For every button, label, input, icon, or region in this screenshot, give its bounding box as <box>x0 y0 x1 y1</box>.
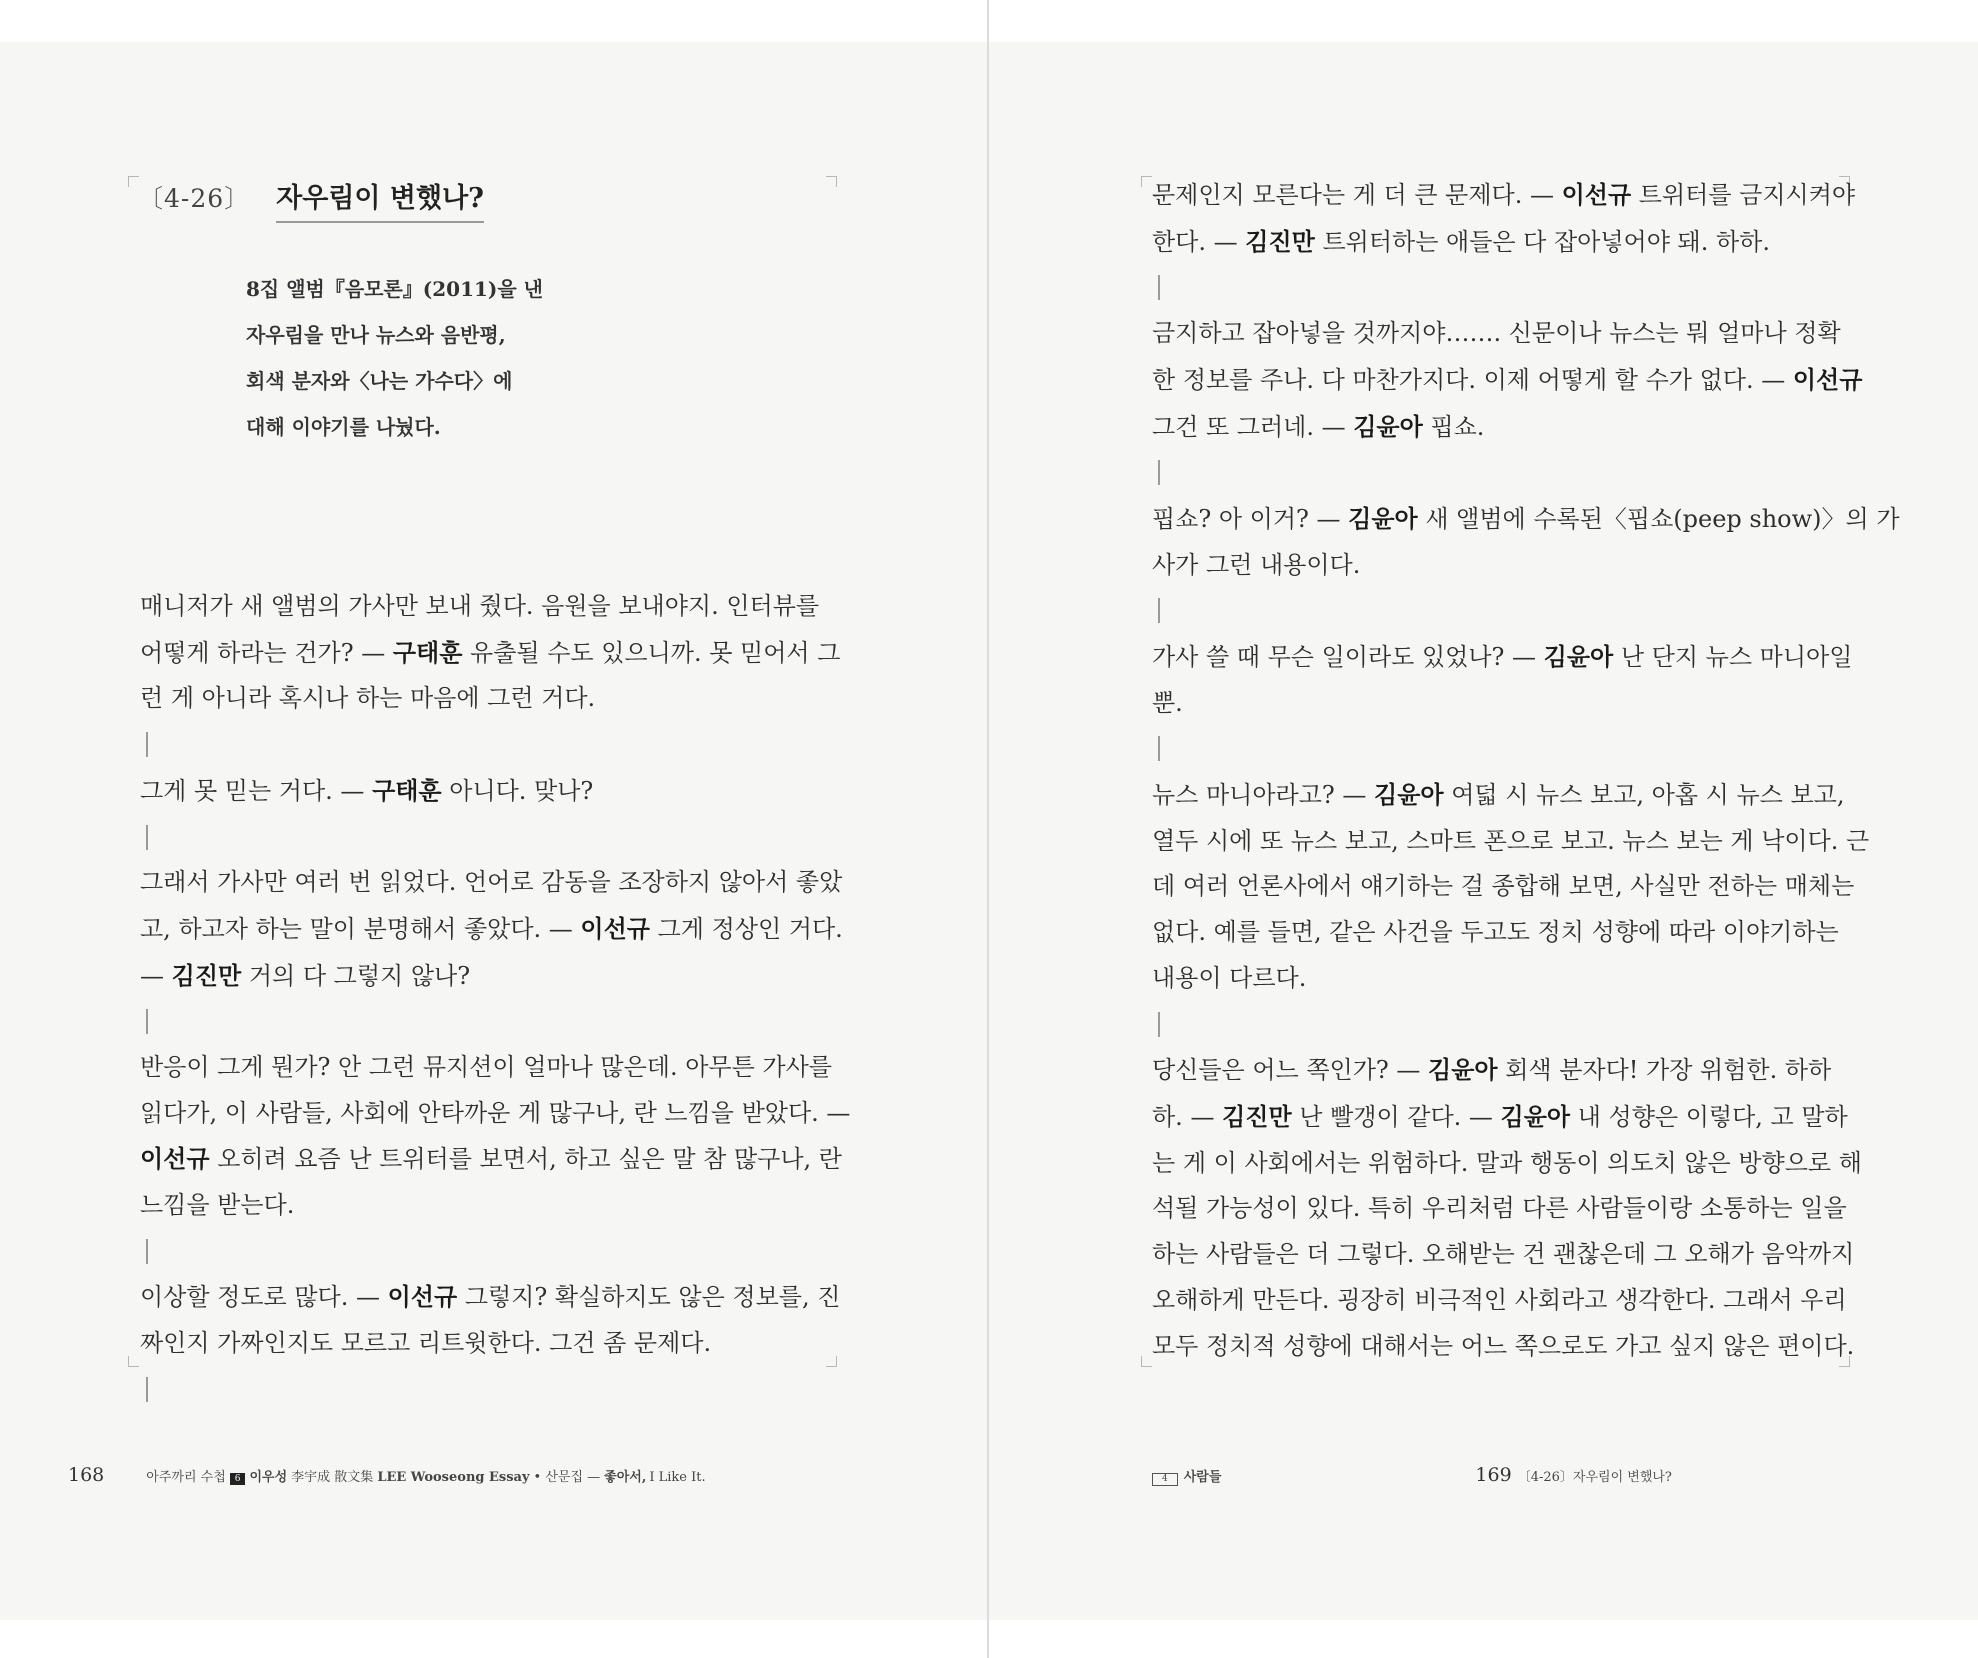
paragraph-separator <box>1152 1002 1842 1048</box>
text-line: 모두 정치적 성향에 대해서는 어느 쪽으로도 가고 싶지 않은 편이다. <box>1152 1331 1855 1360</box>
series-name: 아주까리 수첩 <box>146 1470 226 1485</box>
author-name: 이우성 <box>249 1470 288 1485</box>
book-label: • 산문집 — <box>533 1470 601 1485</box>
crop-mark <box>1141 1356 1152 1367</box>
text-line: 런 게 아니라 혹시나 하는 마음에 그런 거다. <box>140 684 596 713</box>
lead-line: 대해 이야기를 나눴다. <box>246 415 441 439</box>
page-number: 168 <box>68 1464 105 1486</box>
author-english: LEE Wooseong Essay <box>377 1470 530 1485</box>
text-line: 문제인지 모른다는 게 더 큰 문제다. — 이선규 트위터를 금지시켜야 <box>1152 180 1856 209</box>
text-line: 이상할 정도로 많다. — 이선규 그렇지? 확실하지도 않은 정보를, 진 <box>140 1282 841 1312</box>
text-line: 느낌을 받는다. <box>140 1191 295 1220</box>
text-line: 당신들은 어느 쪽인가? — 김윤아 회색 분자다! 가장 위험한. 하하 <box>1152 1055 1832 1085</box>
chapter-title: 자우림이 변했나? <box>276 176 484 223</box>
lead-line: 8집 앨범『음모론』(2011)을 낸 <box>246 277 543 301</box>
text-line: 그래서 가사만 여러 번 읽었다. 언어로 감동을 조장하지 않아서 좋았 <box>140 868 843 897</box>
text-line: 열두 시에 또 뉴스 보고, 스마트 폰으로 보고. 뉴스 보는 게 낙이다. 근 <box>1152 826 1870 855</box>
section-title: 사람들 <box>1183 1470 1222 1485</box>
text-line: 없다. 예를 들면, 같은 사건을 두고도 정치 성향에 따라 이야기하는 <box>1152 918 1839 947</box>
text-line: 는 게 이 사회에서는 위험하다. 말과 행동이 의도치 않은 방향으로 해 <box>1152 1148 1862 1177</box>
lead-paragraph <box>246 266 706 450</box>
page-number: 169 <box>1475 1464 1512 1486</box>
text-line: 하. — 김진만 난 빨갱이 같다. — 김윤아 내 성향은 이렇다, 고 말하 <box>1152 1101 1848 1131</box>
paragraph-separator <box>140 815 830 861</box>
text-line: 짜인지 가짜인지도 모르고 리트윗한다. 그건 좀 문제다. <box>140 1329 712 1358</box>
paragraph-separator <box>140 1229 830 1275</box>
section-badge: 4 <box>1152 1473 1178 1486</box>
author-hanja: 李宇成 散文集 <box>291 1470 374 1485</box>
body-text <box>140 584 851 1413</box>
text-line: 이선규 오히려 요즘 난 트위터를 보면서, 하고 싶은 말 참 많구나, 란 <box>140 1144 842 1174</box>
text-line: — 김진만 거의 다 그렇지 않나? <box>140 960 471 990</box>
body-text <box>1152 172 1900 1369</box>
paragraph-separator <box>1152 588 1842 634</box>
left-page <box>0 0 987 1658</box>
chapter-number: 〔4-26〕 <box>138 184 251 213</box>
lead-line: 회색 분자와〈나는 가수다〉에 <box>246 369 513 393</box>
crop-mark <box>1141 176 1152 187</box>
right-page <box>989 0 1978 1658</box>
paragraph-separator <box>140 722 830 768</box>
text-line: 내용이 다르다. <box>1152 963 1307 992</box>
series-badge: 6 <box>230 1473 246 1485</box>
paragraph-separator <box>1152 265 1842 311</box>
text-line: 고, 하고자 하는 말이 분명해서 좋았다. — 이선규 그게 정상인 거다. <box>140 913 843 943</box>
paragraph-separator <box>140 1367 830 1413</box>
page-footer <box>1152 1464 1672 1486</box>
text-line: 읽다가, 이 사람들, 사회에 안타까운 게 많구나, 란 느낌을 받았다. — <box>140 1098 851 1127</box>
text-line: 뉴스 마니아라고? — 김윤아 여덟 시 뉴스 보고, 아홉 시 뉴스 보고, <box>1152 780 1845 810</box>
text-line: 어떻게 하라는 건가? — 구태훈 유출될 수도 있으니까. 못 믿어서 그 <box>140 637 841 667</box>
text-line: 오해하게 만든다. 굉장히 비극적인 사회라고 생각한다. 그래서 우리 <box>1152 1285 1847 1314</box>
text-line: 가사 쓸 때 무슨 일이라도 있었나? — 김윤아 난 단지 뉴스 마니아일 <box>1152 641 1853 671</box>
book-title: 좋아서, <box>604 1470 647 1485</box>
text-line: 그게 못 믿는 거다. — 구태훈 아니다. 맞나? <box>140 775 594 805</box>
text-line: 한다. — 김진만 트위터하는 애들은 다 잡아넣어야 돼. 하하. <box>1152 226 1770 256</box>
text-line: 매니저가 새 앨범의 가사만 보내 줬다. 음원을 보내야지. 인터뷰를 <box>140 592 820 620</box>
paragraph-separator <box>1152 726 1842 772</box>
text-line: 금지하고 잡아넣을 것까지야……. 신문이나 뉴스는 뭐 얼마나 정확 <box>1152 319 1841 348</box>
text-line: 하는 사람들은 더 그렇다. 오해받는 건 괜찮은데 그 오해가 음악까지 <box>1152 1240 1855 1269</box>
text-line: 한 정보를 주나. 다 마찬가지다. 이제 어떻게 할 수가 없다. — 이선규 <box>1152 364 1863 394</box>
text-line: 데 여러 언론사에서 얘기하는 걸 종합해 보면, 사실만 전하는 매체는 <box>1152 872 1855 901</box>
paragraph-separator <box>1152 450 1842 496</box>
chapter-heading <box>138 176 484 223</box>
text-line: 석될 가능성이 있다. 특히 우리처럼 다른 사람들이랑 소통하는 일을 <box>1152 1194 1847 1223</box>
text-line: 뿐. <box>1152 688 1183 717</box>
paragraph-separator <box>140 999 830 1045</box>
lead-line: 자우림을 만나 뉴스와 음반평, <box>246 323 506 347</box>
text-line: 반응이 그게 뭔가? 안 그런 뮤지션이 얼마나 많은데. 아무튼 가사를 <box>140 1052 832 1081</box>
text-line: 핍쇼? 아 이거? — 김윤아 새 앨범에 수록된〈핍쇼(peep show)〉의 가 <box>1152 503 1900 533</box>
text-line: 그건 또 그러네. — 김윤아 핍쇼. <box>1152 411 1485 441</box>
book-title-english: I Like It. <box>649 1470 706 1485</box>
page-footer <box>68 1464 706 1486</box>
text-line: 사가 그런 내용이다. <box>1152 550 1361 579</box>
crop-mark <box>128 1356 139 1367</box>
running-head: 〔4-26〕자우림이 변했나? <box>1517 1470 1672 1485</box>
crop-mark <box>826 176 837 187</box>
